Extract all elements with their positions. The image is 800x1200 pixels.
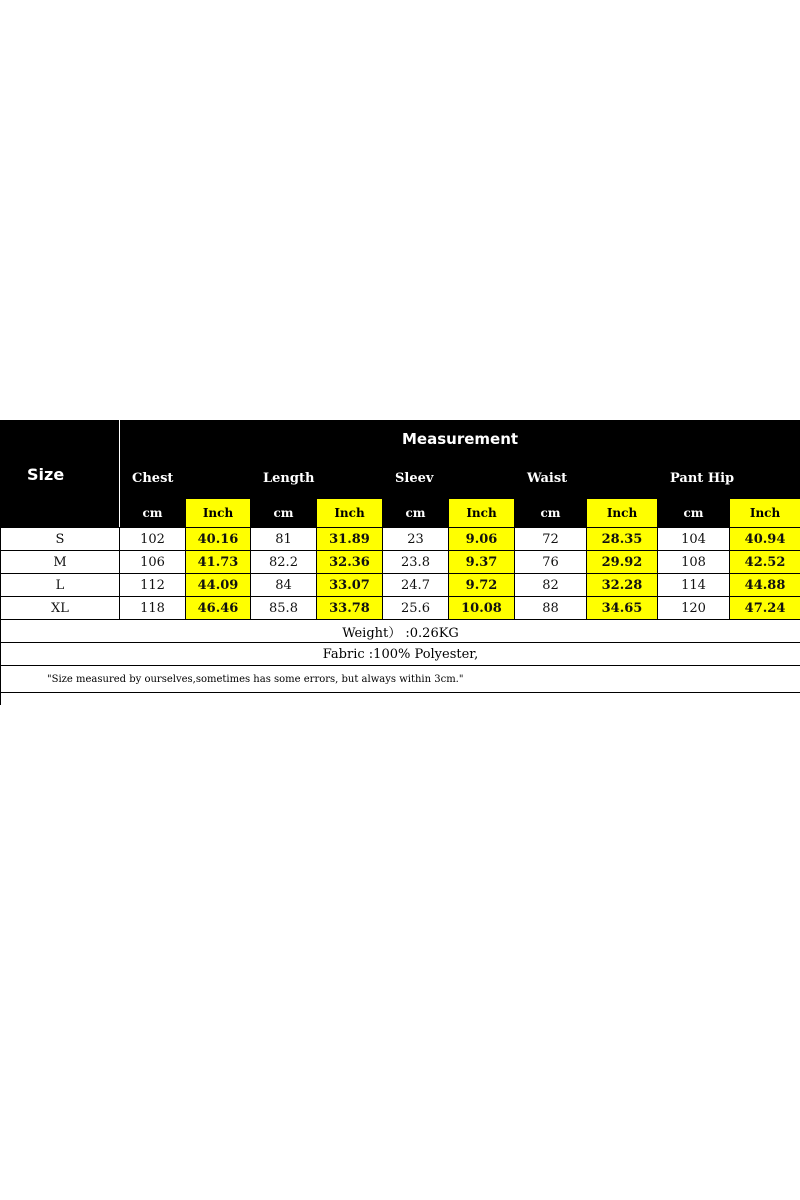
weight-info: Weight） :0.26KG xyxy=(1,620,800,643)
size-cell: L xyxy=(1,574,120,597)
inch-value: 9.72 xyxy=(449,574,515,597)
group-header-waist: Waist xyxy=(515,458,658,499)
cm-value: 82 xyxy=(515,574,587,597)
unit-cm-header: cm xyxy=(383,499,449,528)
unit-inch-header: Inch xyxy=(730,499,800,528)
inch-value: 47.24 xyxy=(730,597,800,620)
cm-value: 72 xyxy=(515,528,587,551)
unit-inch-header: Inch xyxy=(449,499,515,528)
size-cell: M xyxy=(1,551,120,574)
unit-inch-header: Inch xyxy=(317,499,383,528)
unit-cm-header: cm xyxy=(658,499,730,528)
table-row xyxy=(1,551,800,574)
cm-value: 84 xyxy=(251,574,317,597)
inch-value: 29.92 xyxy=(587,551,658,574)
size-header: Size xyxy=(1,421,120,528)
inch-value: 31.89 xyxy=(317,528,383,551)
cm-value: 76 xyxy=(515,551,587,574)
inch-value: 46.46 xyxy=(186,597,251,620)
cm-value: 23 xyxy=(383,528,449,551)
cm-value: 24.7 xyxy=(383,574,449,597)
cm-value: 88 xyxy=(515,597,587,620)
inch-value: 40.94 xyxy=(730,528,800,551)
size-cell: XL xyxy=(1,597,120,620)
inch-value: 33.78 xyxy=(317,597,383,620)
blank-row xyxy=(1,693,800,706)
inch-value: 41.73 xyxy=(186,551,251,574)
cm-value: 25.6 xyxy=(383,597,449,620)
inch-value: 32.28 xyxy=(587,574,658,597)
cm-value: 81 xyxy=(251,528,317,551)
table-row xyxy=(1,574,800,597)
unit-cm-header: cm xyxy=(120,499,186,528)
inch-value: 44.09 xyxy=(186,574,251,597)
table-row xyxy=(1,528,800,551)
inch-value: 32.36 xyxy=(317,551,383,574)
inch-value: 33.07 xyxy=(317,574,383,597)
unit-inch-header: Inch xyxy=(186,499,251,528)
cm-value: 23.8 xyxy=(383,551,449,574)
cm-value: 120 xyxy=(658,597,730,620)
inch-value: 42.52 xyxy=(730,551,800,574)
inch-value: 9.37 xyxy=(449,551,515,574)
fabric-info: Fabric :100% Polyester, xyxy=(1,643,800,666)
cm-value: 114 xyxy=(658,574,730,597)
inch-value: 9.06 xyxy=(449,528,515,551)
measurement-note: "Size measured by ourselves,sometimes has some errors, but always within 3cm." xyxy=(1,666,800,693)
size-chart-table xyxy=(0,420,800,705)
size-cell: S xyxy=(1,528,120,551)
unit-cm-header: cm xyxy=(251,499,317,528)
inch-value: 10.08 xyxy=(449,597,515,620)
group-header-length: Length xyxy=(251,458,383,499)
cm-value: 85.8 xyxy=(251,597,317,620)
cm-value: 108 xyxy=(658,551,730,574)
cm-value: 102 xyxy=(120,528,186,551)
inch-value: 28.35 xyxy=(587,528,658,551)
table-row xyxy=(1,597,800,620)
measurement-header: Measurement xyxy=(120,421,800,458)
unit-cm-header: cm xyxy=(515,499,587,528)
cm-value: 118 xyxy=(120,597,186,620)
cm-value: 82.2 xyxy=(251,551,317,574)
cm-value: 104 xyxy=(658,528,730,551)
group-header-pant-hip: Pant Hip xyxy=(658,458,800,499)
group-header-chest: Chest xyxy=(120,458,251,499)
inch-value: 44.88 xyxy=(730,574,800,597)
cm-value: 112 xyxy=(120,574,186,597)
group-header-sleeve: Sleev xyxy=(383,458,515,499)
inch-value: 40.16 xyxy=(186,528,251,551)
unit-inch-header: Inch xyxy=(587,499,658,528)
cm-value: 106 xyxy=(120,551,186,574)
inch-value: 34.65 xyxy=(587,597,658,620)
